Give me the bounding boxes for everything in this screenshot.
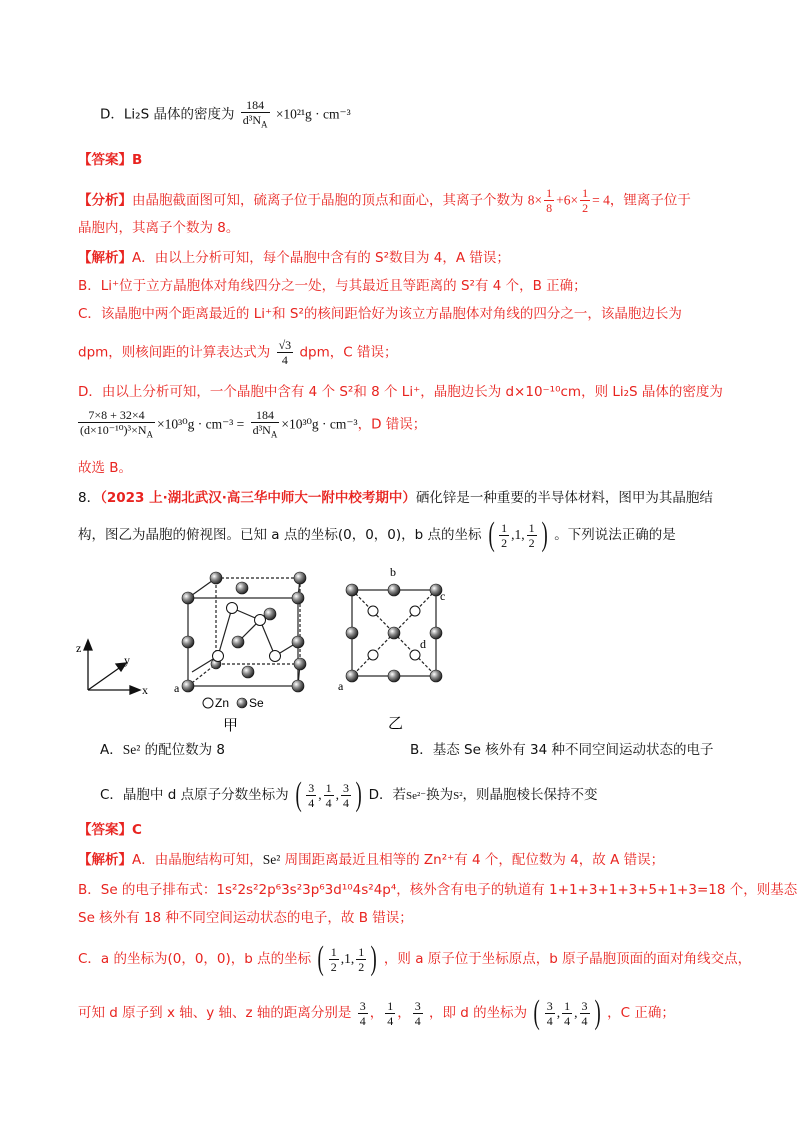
q7-jiexi-d1: [78, 382, 723, 402]
denominator: 2: [358, 959, 365, 974]
q8-jiexi-c2: [78, 994, 675, 1031]
denominator: 4: [414, 1013, 421, 1028]
fraction: [306, 781, 316, 810]
numerator: 1: [358, 944, 365, 959]
expr-part: = 4: [592, 192, 610, 208]
q8-stem-2: [78, 516, 676, 553]
axes-icon: [84, 640, 140, 694]
stem-text: 构，图乙为晶胞的俯视图。已知 a 点的坐标(0，0，0)，b 点的坐标: [78, 527, 482, 543]
paren-right: ): [541, 516, 548, 553]
se-legend-icon: [237, 698, 247, 708]
numerator: 1: [501, 520, 508, 535]
q8-stem-1: [78, 488, 713, 508]
q7-conclusion: [78, 458, 132, 478]
numerator: 3: [308, 780, 315, 795]
denominator: 2: [528, 535, 535, 550]
answer-value: C: [132, 822, 142, 838]
q8-jiexi-c1: [78, 940, 752, 977]
conclusion-text: 故选 B。: [78, 460, 133, 476]
subscript: A: [270, 429, 278, 440]
coord-sep: ,1,: [340, 951, 355, 966]
point-a-top-label: a: [338, 679, 344, 693]
point-b-label: b: [390, 565, 396, 579]
denominator: 2: [582, 201, 589, 215]
jiexi-text: 可知 d 原子到 x 轴、y 轴、z 轴的距离分别是: [78, 1005, 352, 1021]
fraction-1-2: [580, 186, 590, 215]
denominator: 2: [330, 959, 337, 974]
fraction-numerator: 184: [241, 98, 270, 113]
fraction: [562, 999, 572, 1028]
coord-sep: ,: [556, 1005, 561, 1020]
analysis-tag: 【分析】: [78, 192, 132, 209]
fraction: [413, 999, 423, 1028]
q8-option-c: [100, 776, 598, 813]
jiexi-text: ，C 正确；: [607, 1005, 675, 1021]
fraction: [527, 521, 537, 550]
denominator: 4: [359, 1013, 366, 1028]
fraction-denominator: d³N: [242, 113, 262, 127]
jiexi-tag: 【解析】: [78, 852, 132, 868]
fraction: [580, 999, 590, 1028]
fraction-1-8: [544, 186, 554, 215]
q8-jiexi-a: [78, 850, 664, 870]
jiexi-text: C．该晶胞中两个距离最近的 Li⁺和 S²的核间距恰好为该立方晶胞体对角线的四分之一，该晶胞边长为: [78, 306, 682, 322]
option-text: 的配位数为 8: [144, 742, 225, 758]
option-text: B．基态 Se 核外有 34 种不同空间运动状态的电子: [410, 742, 714, 758]
q7-jiexi-c1: [78, 304, 682, 324]
jiexi-text: dpm，则核间距的计算表达式为: [78, 344, 271, 361]
numerator: 1: [546, 186, 553, 200]
paren-right: ): [370, 940, 378, 977]
expr-part: ×10³⁰g · cm⁻³ =: [157, 416, 245, 432]
q8-answer: [78, 820, 142, 840]
jiexi-text: B．Se 的电子排布式：1s²2s²2p⁶3s²3p⁶3d¹⁰4s²4p⁴，核外含有电子的轨道有 1+1+3+1+3+5+1+3=18 个，则基态: [78, 882, 798, 898]
q7-answer: [78, 150, 142, 170]
se-atoms: [182, 572, 306, 692]
fraction: [499, 521, 509, 550]
coord-sep: ,1,: [511, 527, 525, 542]
analysis-text: 晶胞内，其离子个数为 8。: [78, 220, 240, 236]
jiexi-text: Se 核外有 18 种不同空间运动状态的电子，故 B 错误；: [78, 910, 413, 926]
caption-left: 甲: [223, 718, 239, 734]
density-result-fraction: [251, 408, 280, 441]
answer-tag: 【答案】: [78, 152, 132, 168]
option-text: ，则晶胞棱长保持不变: [462, 787, 598, 803]
q8-jiexi-b2: [78, 908, 413, 928]
fraction: [324, 781, 334, 810]
density-fraction: [241, 98, 270, 131]
coord-sep: ,: [335, 787, 339, 802]
denominator: 4: [281, 353, 288, 367]
jiexi-text: C．a 的坐标为(0，0，0)，b 点的坐标: [78, 951, 312, 967]
expr-part: +6×: [556, 192, 579, 208]
sqrt3-over-4: [277, 338, 294, 367]
point-c-label: c: [440, 589, 446, 603]
denominator: 4: [387, 1013, 394, 1028]
denominator: 4: [581, 1013, 588, 1028]
numerator: 7×8 + 32×4: [78, 408, 155, 423]
jiexi-tag: 【解析】: [78, 250, 132, 266]
paren-left: (: [488, 516, 495, 553]
numerator: √3: [278, 338, 292, 352]
q7-jiexi-a: [78, 248, 510, 268]
analysis-text: ，锂离子位于: [609, 192, 691, 209]
separator: ，: [397, 1005, 411, 1021]
option-d-label: D．Li₂S 晶体的密度为: [100, 106, 235, 123]
question-source: （2023 上·湖北武汉·高三华中师大一附中校考期中）: [100, 490, 416, 506]
ion-text: Se²: [122, 742, 141, 757]
denominator: 4: [564, 1013, 571, 1028]
density-calc-fraction: [78, 408, 155, 441]
fraction: [356, 945, 366, 974]
denominator: 4: [325, 795, 332, 810]
q8-option-b: [410, 740, 713, 760]
numerator: 1: [325, 780, 332, 795]
paren-left: (: [295, 776, 302, 813]
question-number: 8．: [78, 490, 101, 506]
paren-left: (: [318, 940, 325, 977]
jiexi-text: dpm，C 错误；: [299, 344, 398, 361]
numerator: 1: [564, 998, 571, 1013]
option-text: D．若: [368, 787, 406, 803]
coord-sep: ,: [574, 1005, 578, 1020]
q7-jiexi-d2: [76, 408, 426, 441]
jiexi-text: ，D 错误；: [357, 416, 427, 433]
numerator: 1: [528, 520, 535, 535]
jiexi-text: 周围距离最近且相等的 Zn²⁺有 4 个，配位数为 4，故 A 错误；: [284, 852, 665, 868]
ion-text: Se²⁻: [405, 790, 427, 802]
q7-analysis-cont: [78, 218, 239, 238]
point-d-label: d: [420, 637, 426, 651]
axis-y-label: y: [124, 653, 130, 667]
numerator: 3: [359, 998, 366, 1013]
crystal-figure: [70, 560, 490, 735]
option-text: 换为: [426, 787, 454, 803]
denominator: (d×10⁻¹⁰)³×N: [80, 423, 147, 437]
jiexi-text: A．由晶胞结构可知，: [132, 852, 263, 868]
legend-zn: Zn: [215, 696, 230, 710]
stem-text: 。下列说法正确的是: [554, 527, 676, 543]
fraction: [341, 781, 351, 810]
q7-jiexi-b: [78, 276, 587, 296]
numerator: 1: [330, 944, 337, 959]
fraction: [329, 945, 339, 974]
fraction: [385, 999, 395, 1028]
numerator: 3: [546, 998, 553, 1013]
expr-part: ×10³⁰g · cm⁻³: [281, 416, 358, 432]
jiexi-text: ，即 d 的坐标为: [428, 1005, 528, 1021]
fraction: [545, 999, 555, 1028]
numerator: 1: [582, 186, 589, 200]
answer-value: B: [132, 152, 143, 168]
denominator: 4: [546, 1013, 553, 1028]
coord-sep: ,: [318, 787, 322, 802]
q7-jiexi-c2: [78, 338, 398, 367]
separator: ，: [369, 1005, 384, 1021]
point-a-label: a: [174, 681, 180, 695]
caption-right: 乙: [388, 716, 404, 732]
jiexi-text: B．Li⁺位于立方晶胞体对角线四分之一处，与其最近且等距离的 S²有 4 个，B 正确；: [78, 278, 587, 294]
axis-x-label: x: [142, 683, 148, 697]
axis-z-label: z: [76, 641, 82, 655]
numerator: 1: [387, 998, 394, 1013]
paren-right: ): [594, 994, 601, 1031]
unit-text: ×10²¹g · cm⁻³: [275, 106, 351, 122]
subscript: A: [146, 429, 154, 440]
q8-option-a: [100, 740, 225, 760]
ion-text: Se²: [262, 852, 281, 867]
paren-right: ): [355, 776, 362, 813]
denominator: d³N: [252, 423, 271, 437]
jiexi-text: A．由以上分析可知，每个晶胞中含有的 S²数目为 4，A 错误；: [132, 250, 510, 266]
ion-text: S²: [453, 790, 463, 802]
option-label: A．: [100, 742, 123, 758]
denominator: 4: [342, 795, 349, 810]
jiexi-text: ，则 a 原子位于坐标原点，b 原子晶胞顶面的面对角线交点，: [383, 951, 752, 967]
analysis-text: 由晶胞截面图可知，硫离子位于晶胞的顶点和面心，其离子个数为: [132, 192, 524, 209]
numerator: 3: [581, 998, 588, 1013]
denominator: 2: [501, 535, 508, 550]
numerator: 3: [342, 780, 349, 795]
subscript: A: [261, 119, 268, 130]
paren-left: (: [533, 994, 541, 1031]
numerator: 184: [251, 408, 280, 423]
q8-jiexi-b1: [78, 880, 797, 900]
answer-tag: 【答案】: [78, 822, 132, 838]
denominator: 8: [546, 201, 553, 215]
option-text: C．晶胞中 d 点原子分数坐标为: [100, 787, 289, 803]
fraction: [358, 999, 368, 1028]
denominator: 4: [308, 795, 315, 810]
stem-text: 硒化锌是一种重要的半导体材料，图甲为其晶胞结: [415, 490, 713, 506]
expr-part: 8×: [527, 192, 543, 208]
legend-se: Se: [249, 696, 264, 710]
zn-legend-icon: [203, 698, 213, 708]
jiexi-text: D．由以上分析可知，一个晶胞中含有 4 个 S²和 8 个 Li⁺，晶胞边长为 d×10⁻¹⁰cm，则 Li₂S 晶体的密度为: [78, 384, 723, 400]
numerator: 3: [414, 998, 421, 1013]
q7-analysis: [78, 186, 691, 215]
q7-option-d: [100, 98, 351, 131]
